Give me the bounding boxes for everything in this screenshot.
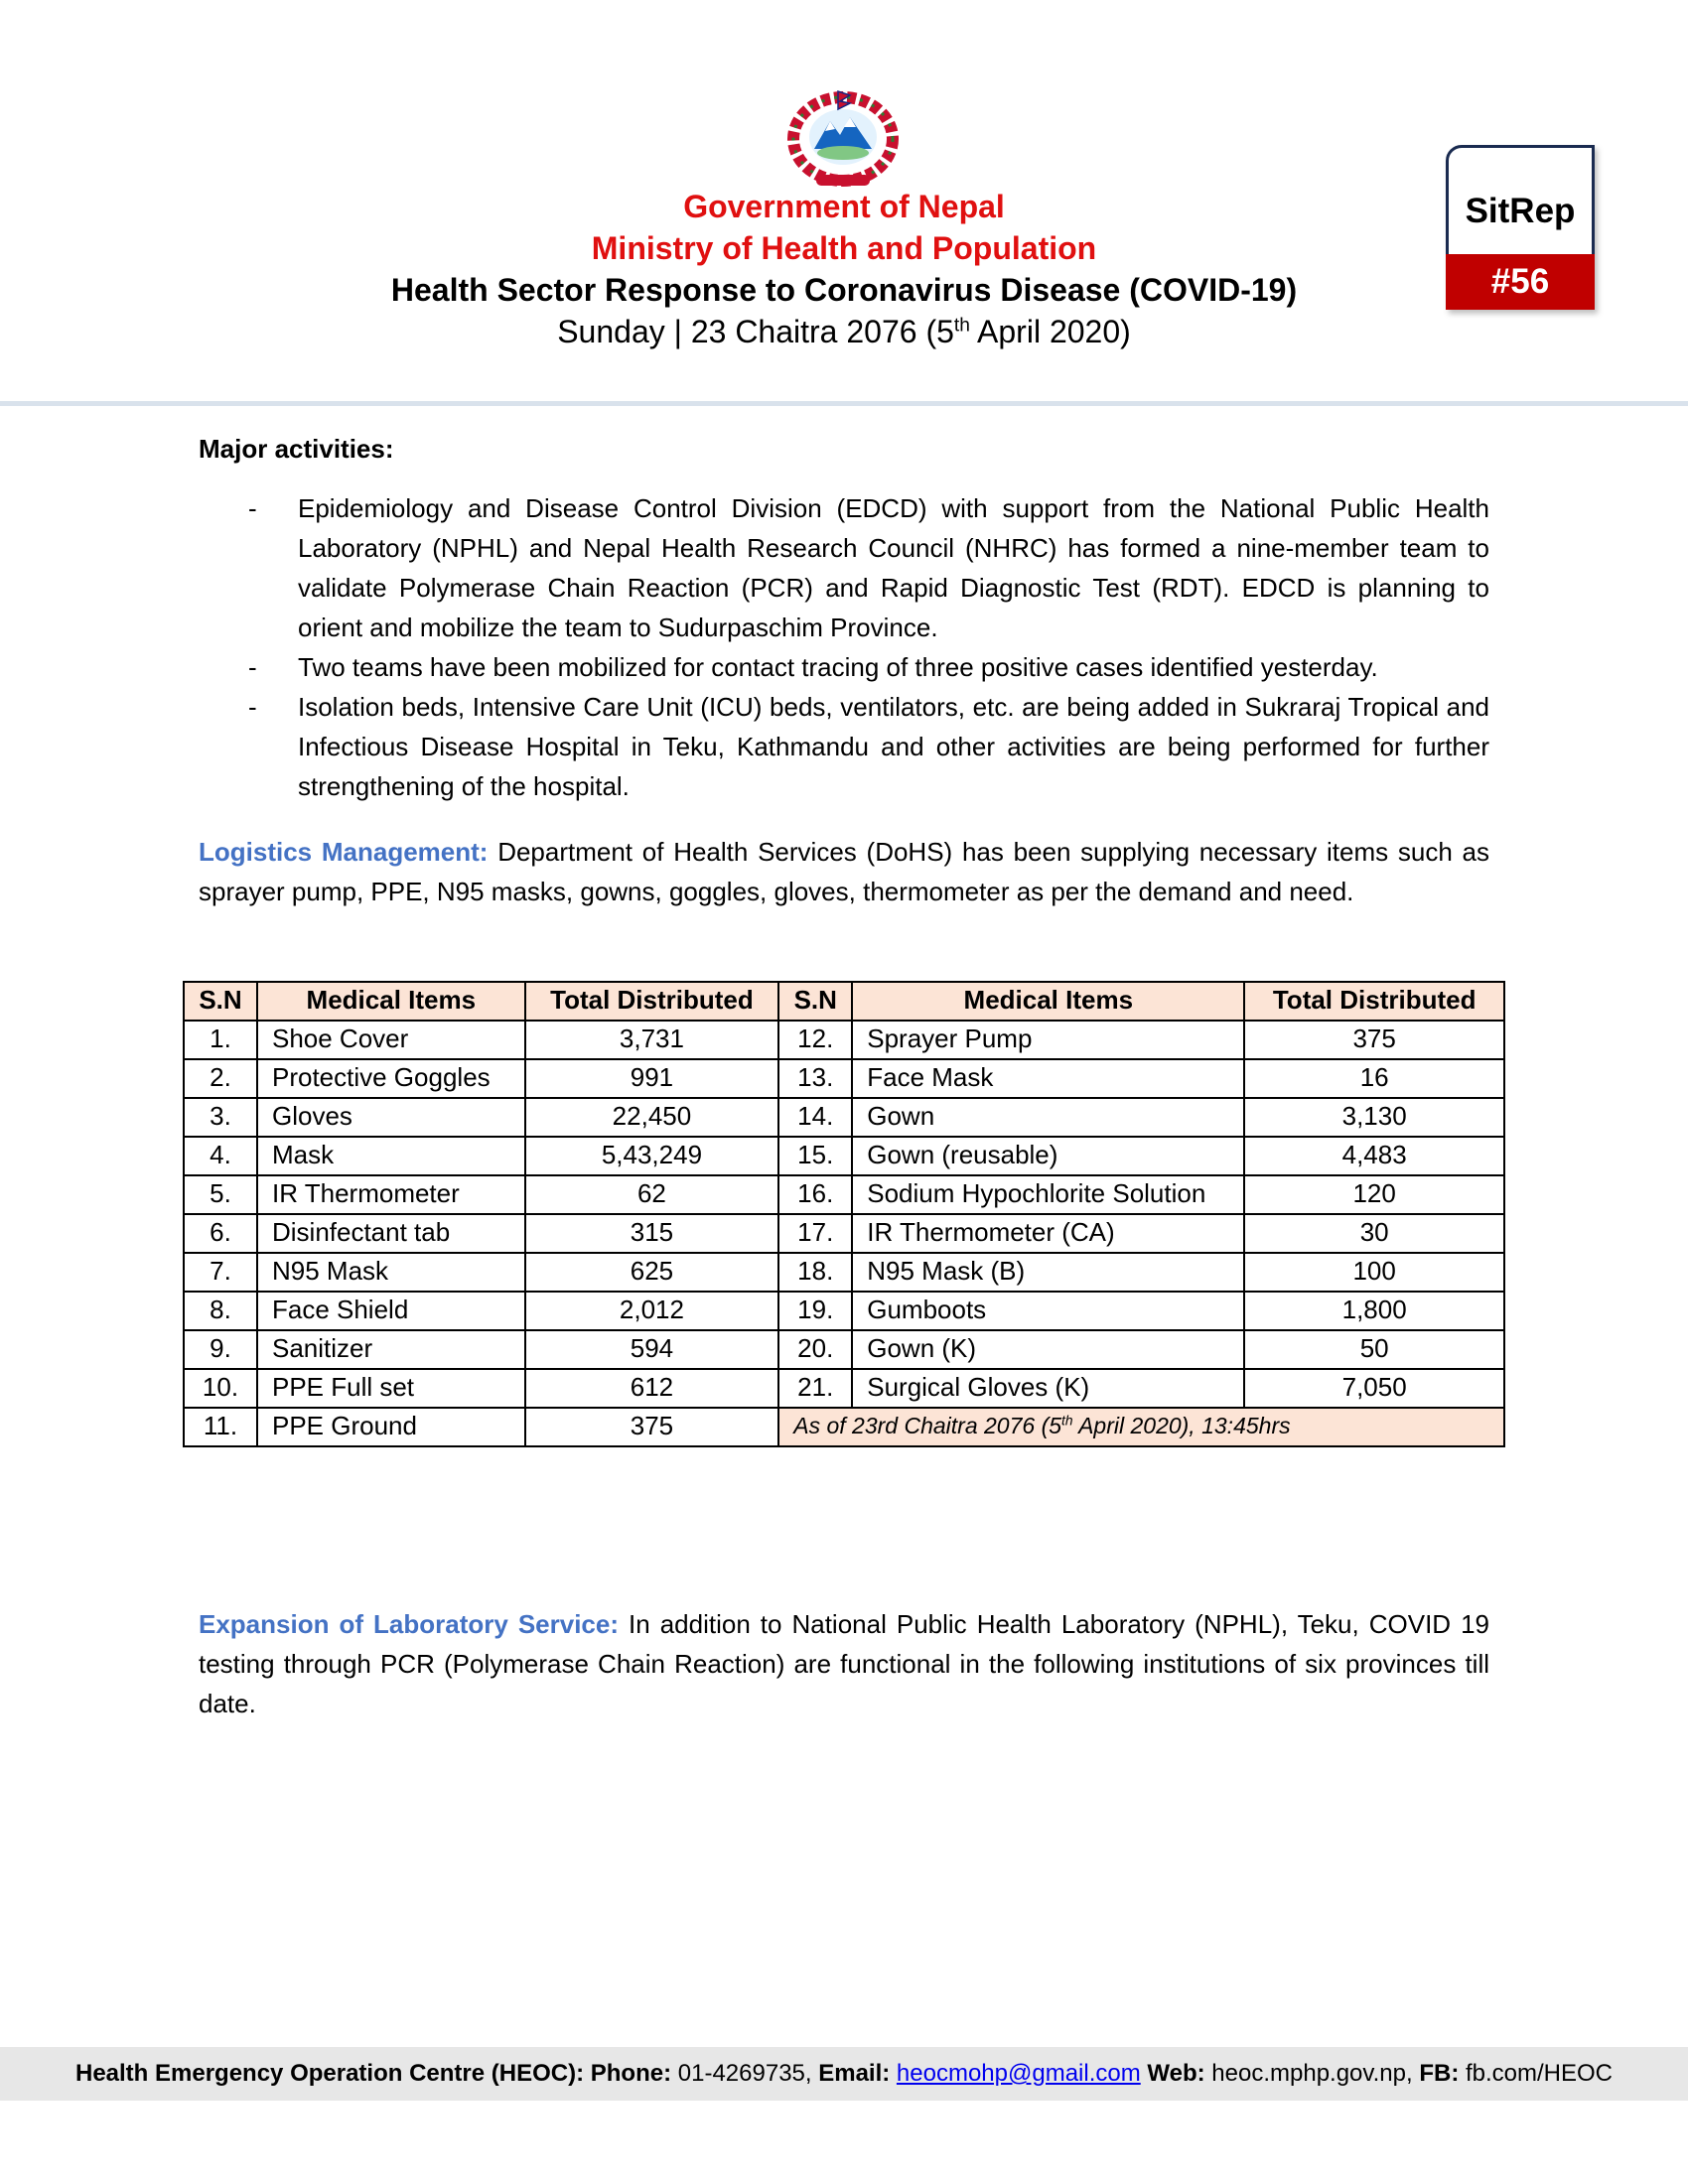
footer-contact-bar: Health Emergency Operation Centre (HEOC): Phone: 01-4269735, Email: heocmohp@gmail.com Web: heoc.mphp.gov.np, FB: fb.com/HEOC — [0, 2047, 1688, 2101]
table-cell: 10. — [184, 1369, 257, 1408]
table-cell: Face Mask — [852, 1059, 1244, 1098]
list-item: - Isolation beds, Intensive Care Unit (ICU) beds, ventilators, etc. are being added in Sukraraj Tropical and Infectious Disease Hospital in Teku, Kathmandu and other activities are being performed for further strengthening of the hospital. — [199, 687, 1489, 806]
table-cell: Face Shield — [257, 1292, 525, 1330]
column-header: Total Distributed — [525, 982, 779, 1021]
table-cell: 62 — [525, 1175, 779, 1214]
facebook-text: fb.com/HEOC — [1459, 2060, 1614, 2087]
major-activities-list — [199, 488, 1489, 806]
column-header: Medical Items — [852, 982, 1244, 1021]
table-header-row — [184, 982, 1504, 1021]
table-cell: 4,483 — [1244, 1137, 1504, 1175]
sitrep-label: SitRep — [1465, 192, 1576, 230]
column-header: Medical Items — [257, 982, 525, 1021]
table-cell: 3,731 — [525, 1021, 779, 1059]
table-cell: 15. — [778, 1137, 852, 1175]
table-cell: 11. — [184, 1408, 257, 1446]
table-cell: N95 Mask (B) — [852, 1253, 1244, 1292]
table-cell: 625 — [525, 1253, 779, 1292]
logistics-paragraph: Logistics Management: Department of Health Services (DoHS) has been supplying necessary items such as sprayer pump, PPE, N95 masks, gowns, goggles, gloves, thermometer as per the demand and need. — [199, 837, 1489, 906]
table-cell: 20. — [778, 1330, 852, 1369]
report-title: Health Sector Response to Coronavirus Disease (COVID-19) — [390, 272, 1298, 308]
table-cell: 50 — [1244, 1330, 1504, 1369]
table-cell: 7,050 — [1244, 1369, 1504, 1408]
report-date: Sunday | 23 Chaitra 2076 (5th April 2020) — [557, 314, 1131, 349]
table-cell: Disinfectant tab — [257, 1214, 525, 1253]
list-item: - Two teams have been mobilized for contact tracing of three positive cases identified yesterday. — [199, 647, 1489, 687]
table-cell: 2,012 — [525, 1292, 779, 1330]
table-cell: 1. — [184, 1021, 257, 1059]
table-cell: 100 — [1244, 1253, 1504, 1292]
table-row — [184, 1408, 1504, 1446]
column-header: S.N — [778, 982, 852, 1021]
logistics-label: Logistics Management: — [199, 837, 489, 867]
government-heading: Government of Nepal — [683, 189, 1005, 224]
table-row — [184, 1369, 1504, 1408]
website-text: heoc.mphp.gov.np, — [1204, 2060, 1420, 2087]
table-cell: 315 — [525, 1214, 779, 1253]
table-row — [184, 1175, 1504, 1214]
table-cell: 5,43,249 — [525, 1137, 779, 1175]
header-divider — [0, 401, 1688, 406]
table-cell: 30 — [1244, 1214, 1504, 1253]
major-activities-heading: Major activities: — [199, 434, 394, 464]
table-cell: IR Thermometer (CA) — [852, 1214, 1244, 1253]
table-cell: 2. — [184, 1059, 257, 1098]
table-row — [184, 1292, 1504, 1330]
laboratory-paragraph: Expansion of Laboratory Service: In addition to National Public Health Laboratory (NPHL), Teku, COVID 19 testing through PCR (Polymerase Chain Reaction) are functional in the following institutions of six provinces till date. — [199, 1609, 1489, 1718]
table-cell: PPE Full set — [257, 1369, 525, 1408]
table-cell: Gown (reusable) — [852, 1137, 1244, 1175]
bullet-dash: - — [248, 493, 257, 523]
table-cell: 4. — [184, 1137, 257, 1175]
table-cell: 19. — [778, 1292, 852, 1330]
table-cell: 6. — [184, 1214, 257, 1253]
column-header: S.N — [184, 982, 257, 1021]
table-row — [184, 1253, 1504, 1292]
table-cell: Gown (K) — [852, 1330, 1244, 1369]
table-cell: Gumboots — [852, 1292, 1244, 1330]
table-row — [184, 1330, 1504, 1369]
table-cell: Shoe Cover — [257, 1021, 525, 1059]
table-cell: 7. — [184, 1253, 257, 1292]
table-cell: Sanitizer — [257, 1330, 525, 1369]
table-cell: Surgical Gloves (K) — [852, 1369, 1244, 1408]
table-cell: 3. — [184, 1098, 257, 1137]
table-cell: 8. — [184, 1292, 257, 1330]
bullet-dash: - — [248, 652, 257, 682]
table-row — [184, 1021, 1504, 1059]
table-cell: 16 — [1244, 1059, 1504, 1098]
table-cell: 18. — [778, 1253, 852, 1292]
table-note: As of 23rd Chaitra 2076 (5th April 2020), 13:45hrs — [778, 1408, 1504, 1446]
table-cell: 612 — [525, 1369, 779, 1408]
table-cell: 21. — [778, 1369, 852, 1408]
list-item: - Epidemiology and Disease Control Division (EDCD) with support from the National Public Health Laboratory (NPHL) and Nepal Health Research Council (NHRC) has formed a nine-member team to validate Polymerase Chain Reaction (PCR) and Rapid Diagnostic Test (RDT). EDCD is planning to orient and mobilize the team to Sudurpaschim Province. — [199, 488, 1489, 647]
bullet-dash: - — [248, 692, 257, 722]
table-row — [184, 1059, 1504, 1098]
table-cell: 375 — [1244, 1021, 1504, 1059]
table-cell: Sprayer Pump — [852, 1021, 1244, 1059]
table-cell: 16. — [778, 1175, 852, 1214]
table-cell: IR Thermometer — [257, 1175, 525, 1214]
table-cell: Gloves — [257, 1098, 525, 1137]
table-cell: Gown — [852, 1098, 1244, 1137]
table-cell: 13. — [778, 1059, 852, 1098]
table-row — [184, 1098, 1504, 1137]
email-link[interactable]: heocmohp@gmail.com — [896, 2060, 1141, 2087]
table-row — [184, 1137, 1504, 1175]
table-cell: 12. — [778, 1021, 852, 1059]
table-cell: 5. — [184, 1175, 257, 1214]
sitrep-number: #56 — [1446, 254, 1595, 310]
nepal-coat-of-arms-emblem — [778, 83, 908, 195]
table-cell: 375 — [525, 1408, 779, 1446]
table-cell: 14. — [778, 1098, 852, 1137]
sitrep-badge — [1446, 145, 1595, 310]
table-cell: N95 Mask — [257, 1253, 525, 1292]
laboratory-label: Expansion of Laboratory Service: — [199, 1609, 620, 1639]
table-cell: Protective Goggles — [257, 1059, 525, 1098]
table-cell: 1,800 — [1244, 1292, 1504, 1330]
table-cell: PPE Ground — [257, 1408, 525, 1446]
table-cell: Sodium Hypochlorite Solution — [852, 1175, 1244, 1214]
table-row — [184, 1214, 1504, 1253]
table-cell: 991 — [525, 1059, 779, 1098]
table-cell: 120 — [1244, 1175, 1504, 1214]
medical-items-table — [183, 981, 1505, 1447]
table-cell: 9. — [184, 1330, 257, 1369]
ministry-heading: Ministry of Health and Population — [591, 230, 1097, 266]
table-cell: 17. — [778, 1214, 852, 1253]
table-cell: 3,130 — [1244, 1098, 1504, 1137]
column-header: Total Distributed — [1244, 982, 1504, 1021]
table-cell: Mask — [257, 1137, 525, 1175]
table-cell: 594 — [525, 1330, 779, 1369]
table-cell: 22,450 — [525, 1098, 779, 1137]
